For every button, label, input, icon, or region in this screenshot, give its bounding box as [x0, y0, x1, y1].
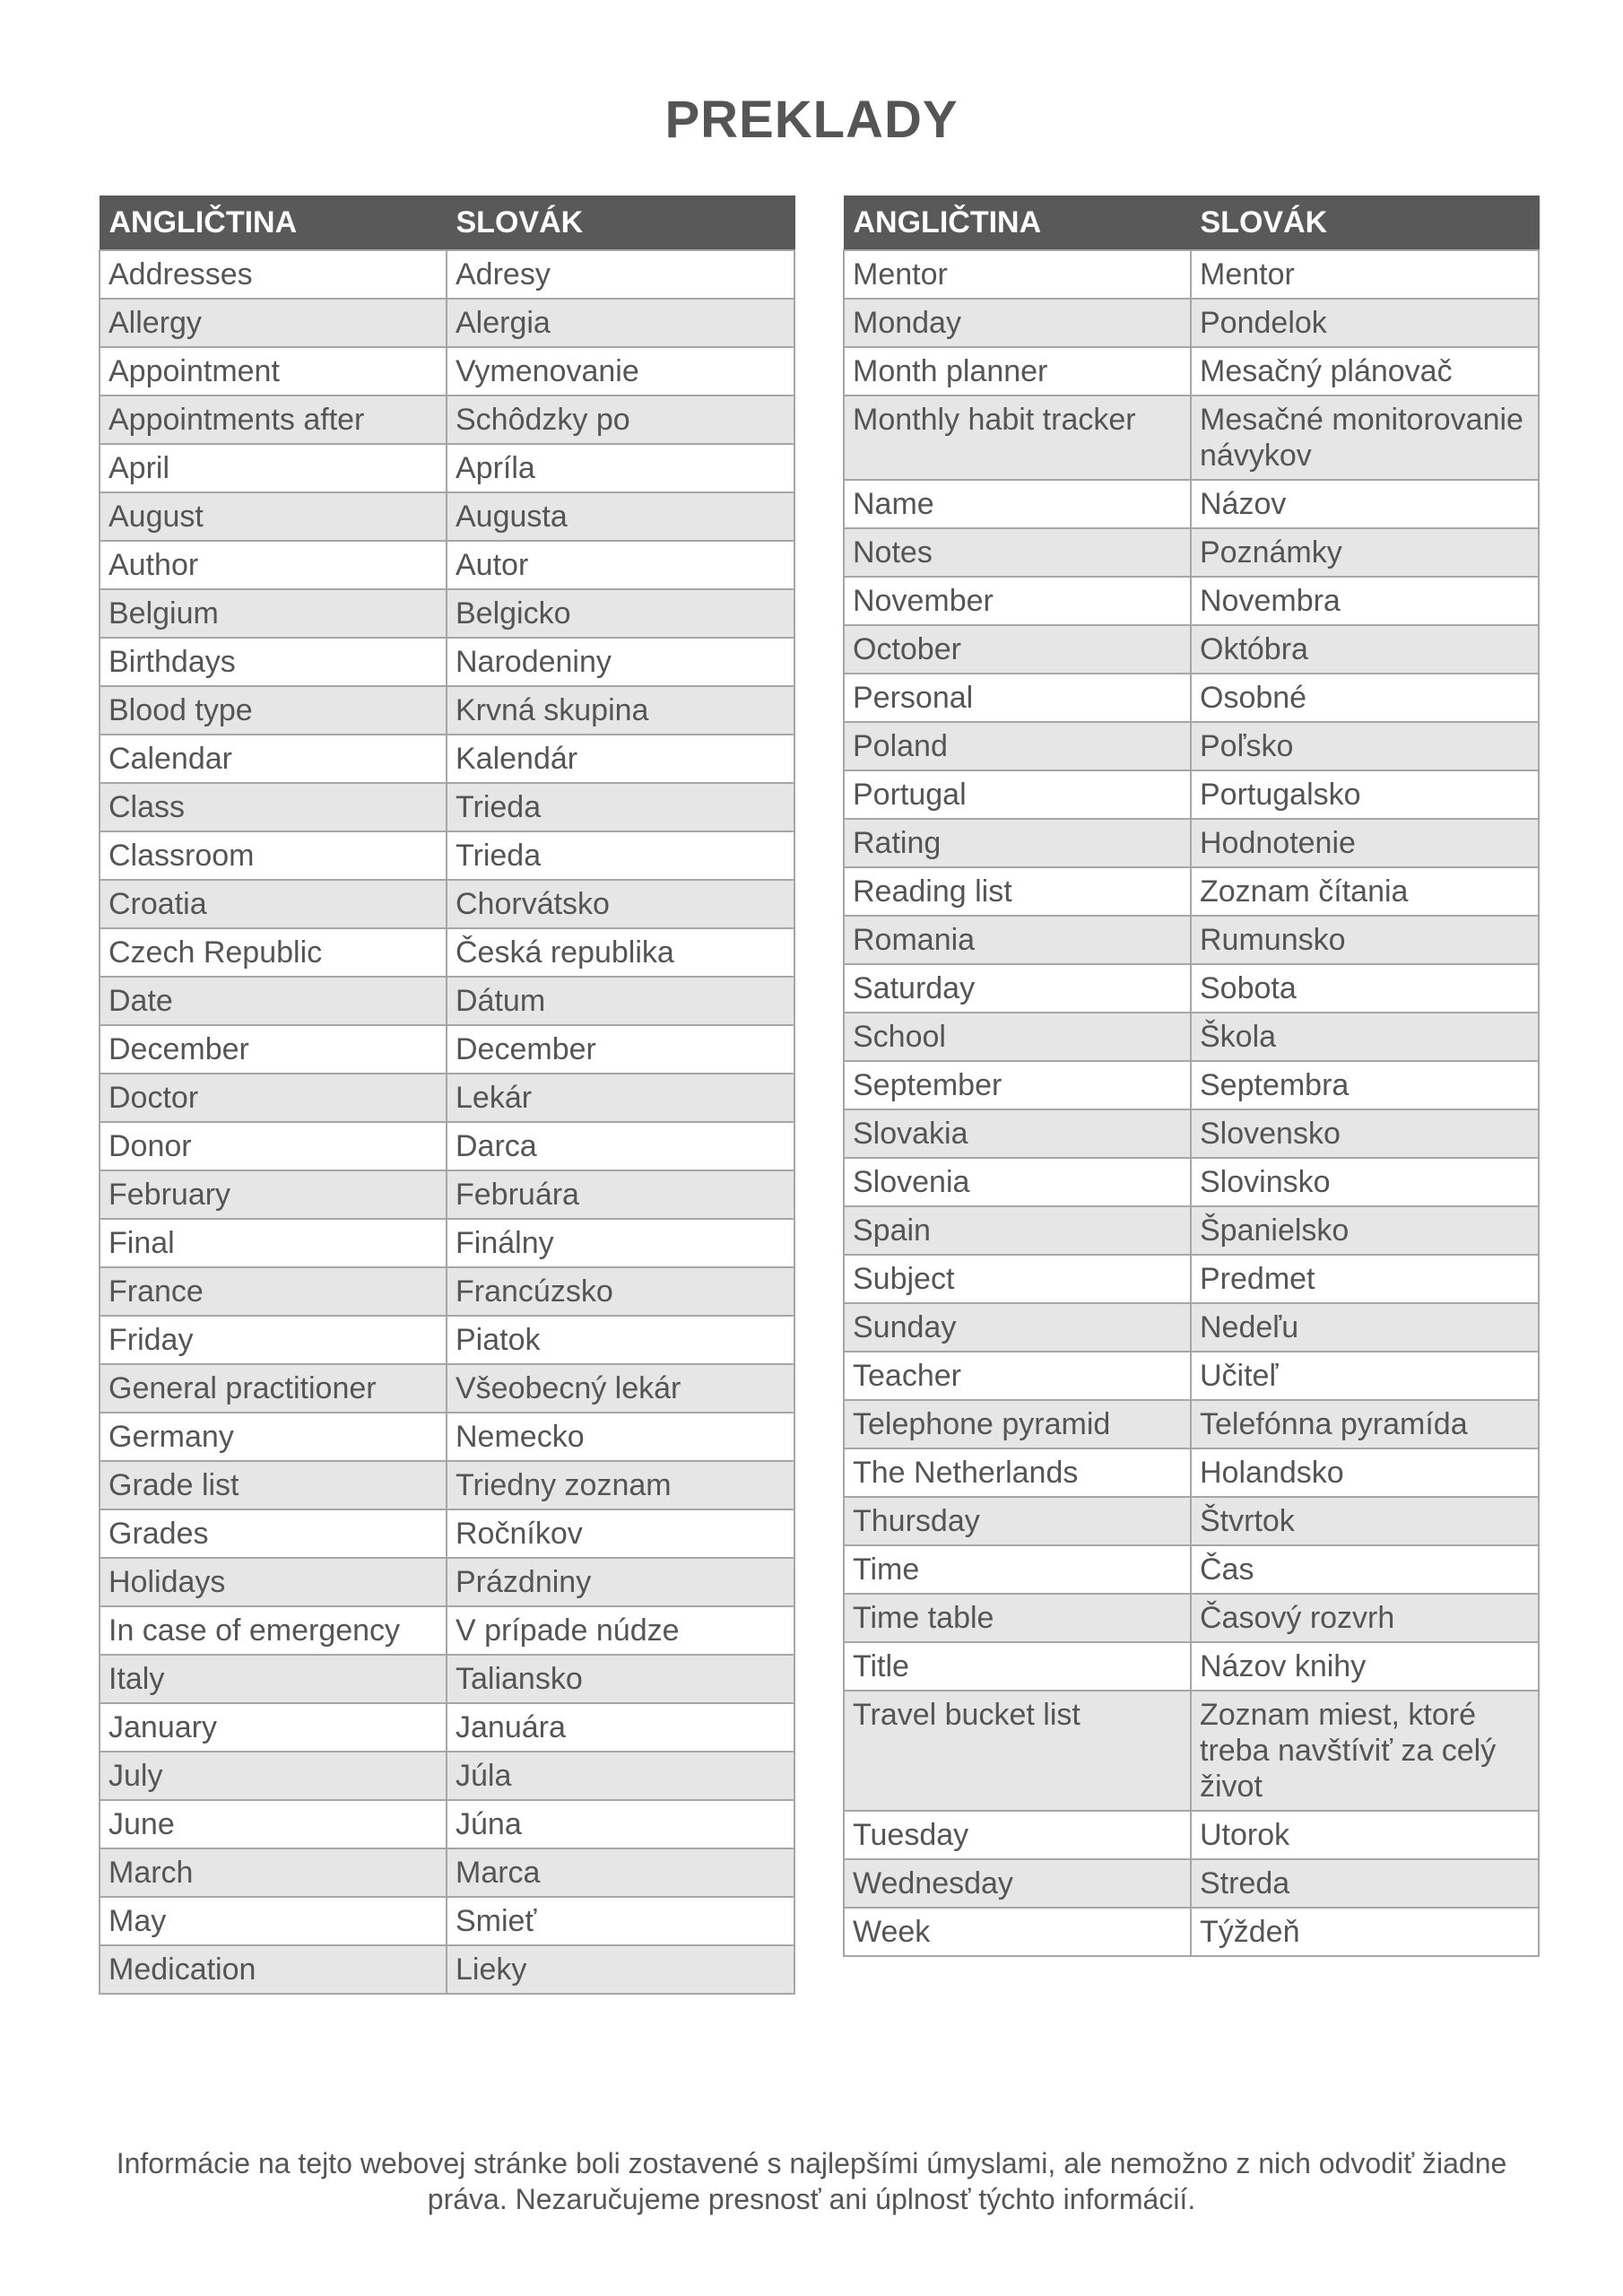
- table-row: [844, 1303, 1539, 1352]
- table-row: [100, 396, 794, 444]
- table-row: [100, 1752, 794, 1800]
- slovak-cell: Belgicko: [447, 589, 794, 638]
- table-row: [844, 1908, 1539, 1956]
- slovak-cell: Darca: [447, 1122, 794, 1170]
- slovak-cell: Apríla: [447, 444, 794, 492]
- english-cell: August: [100, 492, 447, 541]
- english-cell: Time: [844, 1545, 1191, 1594]
- english-cell: October: [844, 625, 1191, 674]
- table-row: [844, 577, 1539, 625]
- slovak-cell: Týždeň: [1191, 1908, 1539, 1956]
- english-cell: Rating: [844, 819, 1191, 867]
- table-row: [100, 1025, 794, 1074]
- slovak-cell: Novembra: [1191, 577, 1539, 625]
- table-row: [844, 1691, 1539, 1811]
- english-cell: Date: [100, 977, 447, 1025]
- table-row: [844, 1400, 1539, 1448]
- slovak-cell: Sobota: [1191, 964, 1539, 1013]
- table-row: [844, 1013, 1539, 1061]
- slovak-cell: Rumunsko: [1191, 916, 1539, 964]
- english-cell: September: [844, 1061, 1191, 1109]
- table-row: [100, 1413, 794, 1461]
- english-cell: January: [100, 1703, 447, 1752]
- slovak-cell: Učiteľ: [1191, 1352, 1539, 1400]
- table-row: [100, 589, 794, 638]
- english-cell: Spain: [844, 1206, 1191, 1255]
- english-cell: Czech Republic: [100, 928, 447, 977]
- english-cell: Birthdays: [100, 638, 447, 686]
- english-cell: Doctor: [100, 1074, 447, 1122]
- slovak-cell: Lieky: [447, 1945, 794, 1994]
- slovak-cell: Štvrtok: [1191, 1497, 1539, 1545]
- english-cell: Saturday: [844, 964, 1191, 1013]
- table-row: [844, 625, 1539, 674]
- slovak-cell: Júla: [447, 1752, 794, 1800]
- slovak-cell: Kalendár: [447, 735, 794, 783]
- english-cell: Notes: [844, 528, 1191, 577]
- english-cell: Blood type: [100, 686, 447, 735]
- table-row: [844, 396, 1539, 480]
- table-row: [844, 867, 1539, 916]
- english-cell: April: [100, 444, 447, 492]
- english-cell: Friday: [100, 1316, 447, 1364]
- slovak-cell: December: [447, 1025, 794, 1074]
- column-header-english: ANGLIČTINA: [100, 196, 447, 250]
- english-cell: Monday: [844, 299, 1191, 347]
- english-cell: Reading list: [844, 867, 1191, 916]
- table-row: [100, 250, 794, 299]
- table-row: [844, 819, 1539, 867]
- slovak-cell: Adresy: [447, 250, 794, 299]
- english-cell: Wednesday: [844, 1859, 1191, 1908]
- table-row: [100, 1170, 794, 1219]
- table-row: [844, 674, 1539, 722]
- slovak-cell: Trieda: [447, 783, 794, 831]
- table-row: [844, 1448, 1539, 1497]
- english-cell: Medication: [100, 1945, 447, 1994]
- slovak-cell: Prázdniny: [447, 1558, 794, 1606]
- table-row: [100, 492, 794, 541]
- table-row: [844, 347, 1539, 396]
- english-cell: Classroom: [100, 831, 447, 880]
- slovak-cell: Dátum: [447, 977, 794, 1025]
- table-row: [100, 444, 794, 492]
- english-cell: Personal: [844, 674, 1191, 722]
- slovak-cell: Finálny: [447, 1219, 794, 1267]
- slovak-cell: Triedny zoznam: [447, 1461, 794, 1509]
- table-row: [844, 1545, 1539, 1594]
- column-header-english: ANGLIČTINA: [844, 196, 1191, 250]
- table-row: [100, 928, 794, 977]
- english-cell: December: [100, 1025, 447, 1074]
- slovak-cell: Mesačné monitorovanie návykov: [1191, 396, 1539, 480]
- table-row: [844, 528, 1539, 577]
- table-row: [100, 1267, 794, 1316]
- slovak-cell: Vymenovanie: [447, 347, 794, 396]
- english-cell: Calendar: [100, 735, 447, 783]
- table-row: [844, 1255, 1539, 1303]
- table-row: [844, 1206, 1539, 1255]
- english-cell: July: [100, 1752, 447, 1800]
- table-row: [844, 770, 1539, 819]
- english-cell: Week: [844, 1908, 1191, 1956]
- slovak-cell: Taliansko: [447, 1655, 794, 1703]
- english-cell: Slovakia: [844, 1109, 1191, 1158]
- english-cell: Donor: [100, 1122, 447, 1170]
- english-cell: The Netherlands: [844, 1448, 1191, 1497]
- english-cell: Belgium: [100, 589, 447, 638]
- english-cell: Allergy: [100, 299, 447, 347]
- table-row: [100, 1122, 794, 1170]
- slovak-cell: Autor: [447, 541, 794, 589]
- slovak-cell: Časový rozvrh: [1191, 1594, 1539, 1642]
- table-row: [100, 1219, 794, 1267]
- english-cell: May: [100, 1897, 447, 1945]
- table-row: [100, 1848, 794, 1897]
- english-cell: Portugal: [844, 770, 1191, 819]
- english-cell: Teacher: [844, 1352, 1191, 1400]
- slovak-cell: Škola: [1191, 1013, 1539, 1061]
- table-row: [844, 1109, 1539, 1158]
- table-row: [100, 977, 794, 1025]
- slovak-cell: Osobné: [1191, 674, 1539, 722]
- english-cell: Croatia: [100, 880, 447, 928]
- english-cell: France: [100, 1267, 447, 1316]
- slovak-cell: Alergia: [447, 299, 794, 347]
- table-row: [844, 964, 1539, 1013]
- table-row: [100, 1945, 794, 1994]
- table-row: [100, 831, 794, 880]
- table-row: [844, 1352, 1539, 1400]
- table-row: [100, 735, 794, 783]
- table-row: [844, 1497, 1539, 1545]
- table-row: [844, 1158, 1539, 1206]
- table-body-right: [844, 250, 1539, 1956]
- table-row: [100, 1074, 794, 1122]
- slovak-cell: Januára: [447, 1703, 794, 1752]
- slovak-cell: Júna: [447, 1800, 794, 1848]
- english-cell: Romania: [844, 916, 1191, 964]
- slovak-cell: Slovensko: [1191, 1109, 1539, 1158]
- english-cell: Appointment: [100, 347, 447, 396]
- slovak-cell: Septembra: [1191, 1061, 1539, 1109]
- english-cell: Author: [100, 541, 447, 589]
- slovak-cell: Slovinsko: [1191, 1158, 1539, 1206]
- english-cell: Class: [100, 783, 447, 831]
- table-row: [844, 916, 1539, 964]
- slovak-cell: Mesačný plánovač: [1191, 347, 1539, 396]
- table-row: [100, 299, 794, 347]
- slovak-cell: Piatok: [447, 1316, 794, 1364]
- slovak-cell: Portugalsko: [1191, 770, 1539, 819]
- table-row: [844, 1594, 1539, 1642]
- english-cell: Addresses: [100, 250, 447, 299]
- english-cell: February: [100, 1170, 447, 1219]
- table-row: [844, 250, 1539, 299]
- table-header-row: [844, 196, 1539, 250]
- slovak-cell: Krvná skupina: [447, 686, 794, 735]
- translation-table-left: [99, 196, 795, 1995]
- table-row: [100, 1461, 794, 1509]
- slovak-cell: Nedeľu: [1191, 1303, 1539, 1352]
- slovak-cell: Mentor: [1191, 250, 1539, 299]
- slovak-cell: Marca: [447, 1848, 794, 1897]
- slovak-cell: Všeobecný lekár: [447, 1364, 794, 1413]
- slovak-cell: Názov knihy: [1191, 1642, 1539, 1691]
- table-row: [100, 783, 794, 831]
- table-row: [100, 541, 794, 589]
- slovak-cell: Narodeniny: [447, 638, 794, 686]
- slovak-cell: Francúzsko: [447, 1267, 794, 1316]
- table-header-row: [100, 196, 794, 250]
- slovak-cell: Názov: [1191, 480, 1539, 528]
- slovak-cell: Ročníkov: [447, 1509, 794, 1558]
- slovak-cell: Utorok: [1191, 1811, 1539, 1859]
- english-cell: Name: [844, 480, 1191, 528]
- english-cell: Mentor: [844, 250, 1191, 299]
- table-row: [100, 1316, 794, 1364]
- slovak-cell: Streda: [1191, 1859, 1539, 1908]
- slovak-cell: Holandsko: [1191, 1448, 1539, 1497]
- english-cell: Germany: [100, 1413, 447, 1461]
- table-row: [100, 347, 794, 396]
- slovak-cell: Čas: [1191, 1545, 1539, 1594]
- slovak-cell: Nemecko: [447, 1413, 794, 1461]
- slovak-cell: Februára: [447, 1170, 794, 1219]
- english-cell: March: [100, 1848, 447, 1897]
- english-cell: Appointments after: [100, 396, 447, 444]
- english-cell: Italy: [100, 1655, 447, 1703]
- english-cell: Sunday: [844, 1303, 1191, 1352]
- slovak-cell: Augusta: [447, 492, 794, 541]
- slovak-cell: Lekár: [447, 1074, 794, 1122]
- slovak-cell: Schôdzky po: [447, 396, 794, 444]
- slovak-cell: Smieť: [447, 1897, 794, 1945]
- table-row: [100, 1509, 794, 1558]
- english-cell: Tuesday: [844, 1811, 1191, 1859]
- english-cell: Title: [844, 1642, 1191, 1691]
- english-cell: In case of emergency: [100, 1606, 447, 1655]
- table-row: [100, 1606, 794, 1655]
- english-cell: Grades: [100, 1509, 447, 1558]
- slovak-cell: Októbra: [1191, 625, 1539, 674]
- english-cell: Telephone pyramid: [844, 1400, 1191, 1448]
- slovak-cell: Pondelok: [1191, 299, 1539, 347]
- english-cell: Grade list: [100, 1461, 447, 1509]
- english-cell: General practitioner: [100, 1364, 447, 1413]
- slovak-cell: Telefónna pyramída: [1191, 1400, 1539, 1448]
- english-cell: Month planner: [844, 347, 1191, 396]
- table-row: [844, 722, 1539, 770]
- english-cell: Travel bucket list: [844, 1691, 1191, 1811]
- table-row: [100, 1364, 794, 1413]
- english-cell: Poland: [844, 722, 1191, 770]
- slovak-cell: Predmet: [1191, 1255, 1539, 1303]
- translation-table-right: [843, 196, 1540, 1957]
- english-cell: School: [844, 1013, 1191, 1061]
- table-row: [100, 1800, 794, 1848]
- slovak-cell: Zoznam čítania: [1191, 867, 1539, 916]
- table-row: [844, 1859, 1539, 1908]
- disclaimer-footer: Informácie na tejto webovej stránke boli zostavené s najlepšími úmyslami, ale nemožno z nich odvodiť žiadne práva. Nezaručujeme presnosť ani úplnosť týchto informácií.: [116, 2147, 1507, 2215]
- table-row: [844, 1061, 1539, 1109]
- table-row: [100, 1655, 794, 1703]
- english-cell: Monthly habit tracker: [844, 396, 1191, 480]
- table-row: [844, 1642, 1539, 1691]
- slovak-cell: Hodnotenie: [1191, 819, 1539, 867]
- slovak-cell: Španielsko: [1191, 1206, 1539, 1255]
- table-row: [100, 1897, 794, 1945]
- column-header-slovak: SLOVÁK: [1191, 196, 1539, 250]
- table-row: [844, 480, 1539, 528]
- table-row: [100, 880, 794, 928]
- slovak-cell: V prípade núdze: [447, 1606, 794, 1655]
- english-cell: Thursday: [844, 1497, 1191, 1545]
- page-title: PREKLADY: [664, 91, 959, 149]
- slovak-cell: Česká republika: [447, 928, 794, 977]
- table-row: [100, 638, 794, 686]
- slovak-cell: Poľsko: [1191, 722, 1539, 770]
- english-cell: Final: [100, 1219, 447, 1267]
- english-cell: November: [844, 577, 1191, 625]
- table-row: [100, 1558, 794, 1606]
- table-row: [844, 1811, 1539, 1859]
- english-cell: Holidays: [100, 1558, 447, 1606]
- table-row: [100, 686, 794, 735]
- english-cell: Slovenia: [844, 1158, 1191, 1206]
- slovak-cell: Poznámky: [1191, 528, 1539, 577]
- table-row: [100, 1703, 794, 1752]
- slovak-cell: Zoznam miest, ktoré treba navštíviť za celý život: [1191, 1691, 1539, 1811]
- english-cell: June: [100, 1800, 447, 1848]
- table-row: [844, 299, 1539, 347]
- slovak-cell: Chorvátsko: [447, 880, 794, 928]
- english-cell: Subject: [844, 1255, 1191, 1303]
- slovak-cell: Trieda: [447, 831, 794, 880]
- column-header-slovak: SLOVÁK: [447, 196, 794, 250]
- table-body-left: [100, 250, 794, 1994]
- english-cell: Time table: [844, 1594, 1191, 1642]
